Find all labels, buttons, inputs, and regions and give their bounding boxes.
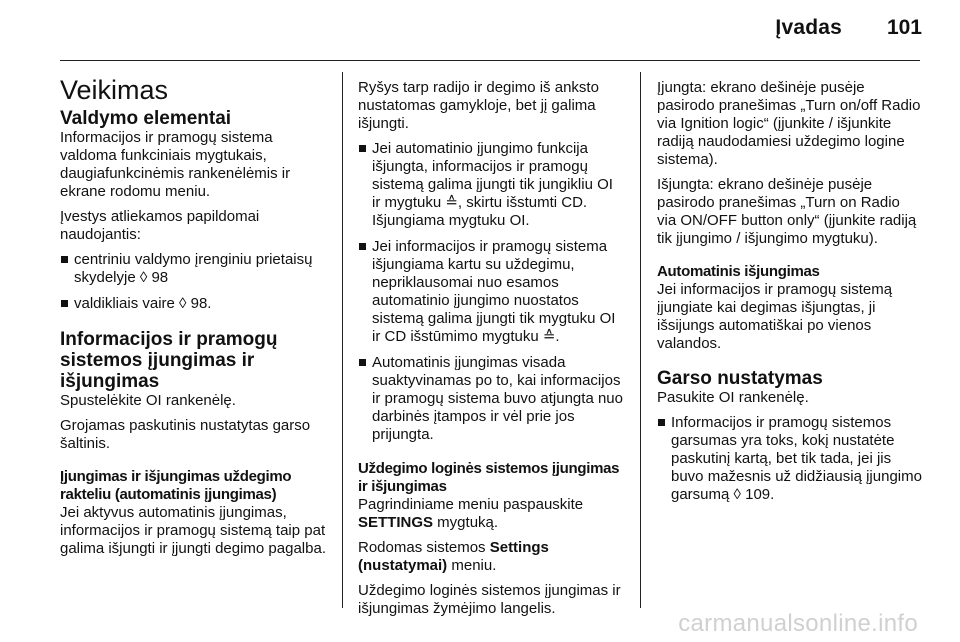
paragraph: Spustelėkite OI rankenėlę. <box>60 392 236 409</box>
paragraph: Išjungta: ekrano dešinėje pusėje pasirodo pranešimas „Turn on Radio via ON/OFF button only“ (įjunkite radiją tik įjungimo / išjungimo mygtuku). <box>657 176 917 247</box>
page-number: 101 <box>886 16 922 39</box>
column-right <box>657 79 923 512</box>
column-middle <box>358 79 624 625</box>
paragraph: Pagrindiniame meniu paspauskite SETTINGS mygtuką. <box>358 496 584 531</box>
paragraph: Jei informacijos ir pramogų sistemą įjungiate kai degimas išjungtas, ji išsijungs automatiškai po vienos valandos. <box>657 281 893 352</box>
paragraph: Grojamas paskutinis nustatytas garso šaltinis. <box>60 417 311 452</box>
page-header <box>0 0 960 58</box>
list-item: Jei automatinio įjungimo funkcija išjungta, informacijos ir pramogų sistemą galima įjungti tik jungikliu OI ir mygtuku ≙, skirtu išstumti CD. Išjungiama mygtuku OI. <box>358 140 624 230</box>
section-title: Veikimas <box>60 75 169 105</box>
settings-menu-label: Settings (nustatymai) <box>358 539 549 574</box>
paragraph: Įjungta: ekrano dešinėje pusėje pasirodo pranešimas „Turn on/off Radio via Ignition logic“ (įjunkite / išjunkite radiją naudodamiesi uždegimo logine sistema). <box>657 79 921 168</box>
list-item: centriniu valdymo įrenginiu prietaisų skydelyje ◊ 98 <box>60 251 326 287</box>
bullet-list <box>657 414 923 504</box>
settings-label: SETTINGS <box>358 514 434 531</box>
paragraph: Uždegimo loginės sistemos įjungimas ir išjungimas žymėjimo langelis. <box>358 582 621 617</box>
column-divider <box>342 72 343 608</box>
subheading-ignition-logic: Uždegimo loginės sistemos įjungimas ir išjungimas <box>358 460 620 495</box>
watermark: carmanualsonline.info <box>678 610 918 637</box>
column-divider <box>640 72 641 608</box>
list-item: valdikliais vaire ◊ 98. <box>60 295 326 313</box>
paragraph: Ryšys tarp radijo ir degimo iš anksto nustatomas gamykloje, bet jį galima išjungti. <box>358 79 599 132</box>
header-rule <box>60 60 920 61</box>
list-item: Jei informacijos ir pramogų sistema išjungiama kartu su uždegimu, nepriklausomai nuo esamos automatinio įjungimo nuostatos sistemą galima įjungti tik mygtuku OI ir CD išstūmimo mygtuku ≙. <box>358 238 624 346</box>
bullet-list <box>60 251 326 313</box>
column-left <box>60 74 326 565</box>
bullet-list <box>358 140 624 444</box>
heading-volume: Garso nustatymas <box>657 368 823 389</box>
subheading-ignition: Įjungimas ir išjungimas uždegimo rakteliu (automatinis įjungimas) <box>60 468 292 503</box>
heading-on-off: Informacijos ir pramogų sistemos įjungimas ir išjungimas <box>60 329 278 392</box>
paragraph: Rodomas sistemos Settings (nustatymai) meniu. <box>358 539 549 574</box>
heading-controls: Valdymo elementai <box>60 108 232 129</box>
paragraph: Jei aktyvus automatinis įjungimas, informacijos ir pramogų sistemą taip pat galima išjungti ir įjungti degimo pagalba. <box>60 504 326 557</box>
paragraph: Pasukite OI rankenėlę. <box>657 389 809 406</box>
paragraph: Įvestys atliekamos papildomai naudojantis: <box>60 208 260 243</box>
subheading-auto-off: Automatinis išjungimas <box>657 263 820 280</box>
list-item: Informacijos ir pramogų sistemos garsumas yra toks, kokį nustatėte paskutinį kartą, bet tik tada, jei jis buvo mažesnis už didžiausią įjungimo garsumą ◊ 109. <box>657 414 923 504</box>
chapter-title: Įvadas <box>775 16 842 39</box>
paragraph: Informacijos ir pramogų sistema valdoma funkciniais mygtukais, daugiafunkcinėmis rankenėlėmis ir ekrane rodomu meniu. <box>60 129 291 200</box>
list-item: Automatinis įjungimas visada suaktyvinamas po to, kai informacijos ir pramogų sistema buvo atjungta nuo darbinės įtampos ir vėl prie jos prijungta. <box>358 354 624 444</box>
